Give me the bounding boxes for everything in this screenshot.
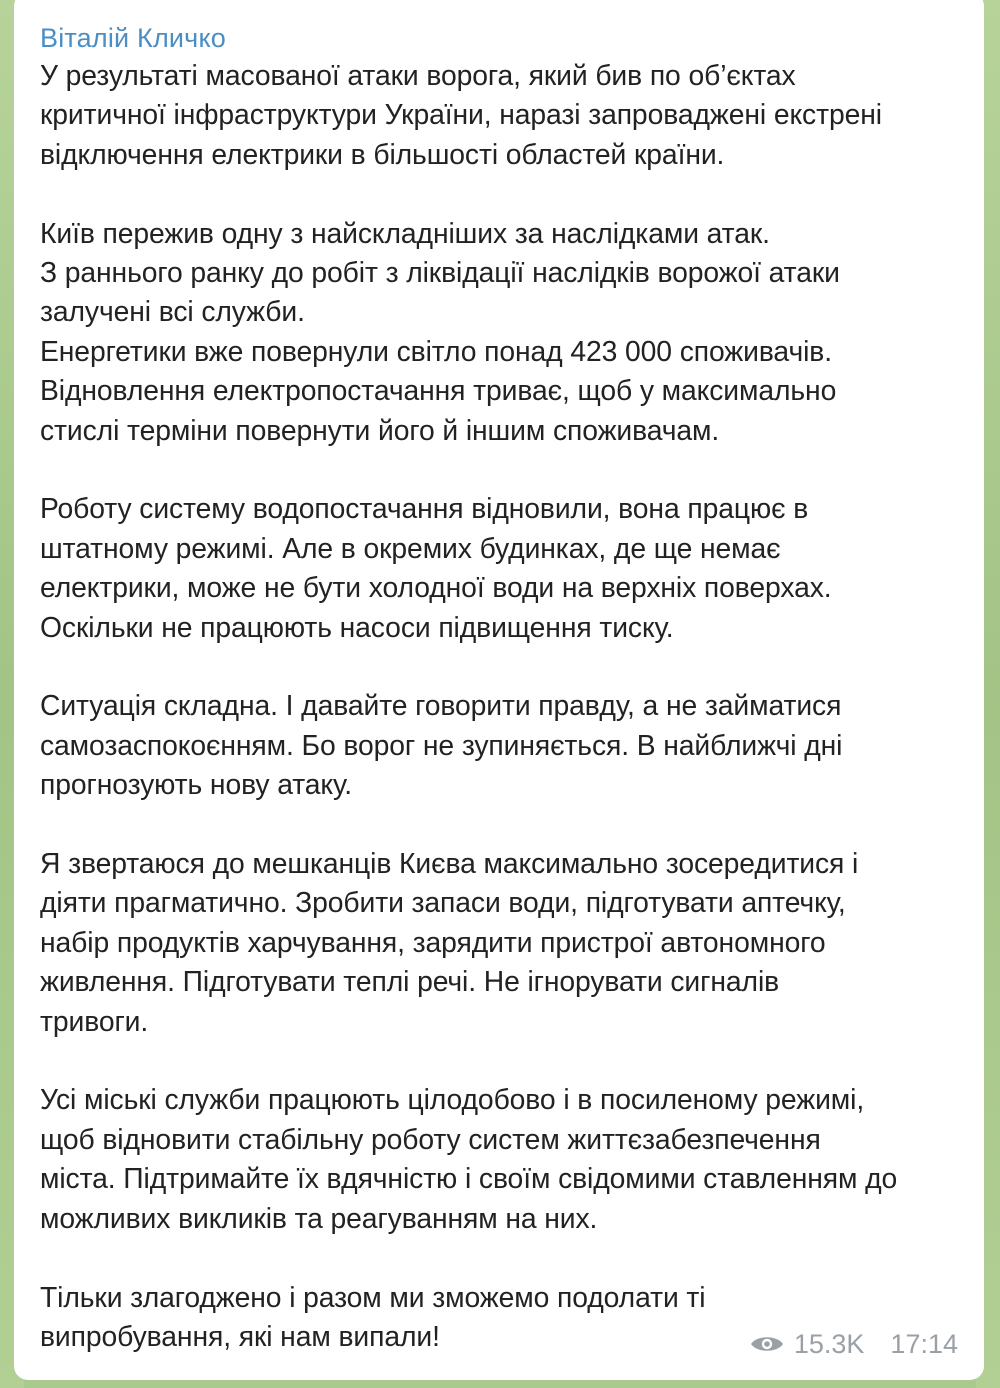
message-text bbox=[40, 56, 958, 1356]
message-line: критичної інфраструктури України, наразі запроваджені екстрені bbox=[40, 98, 882, 131]
message-line: Київ пережив одну з найскладніших за наслідками атак. bbox=[40, 216, 770, 249]
message-paragraph bbox=[40, 686, 958, 804]
message-time: 17:14 bbox=[890, 1329, 958, 1359]
message-paragraph bbox=[40, 844, 958, 1041]
message-line: Тільки злагоджено і разом ми зможемо подолати ті bbox=[40, 1280, 706, 1313]
message-line: штатному режимі. Але в окремих будинках, де ще немає bbox=[40, 531, 781, 564]
message-line: залучені всі служби. bbox=[40, 295, 305, 328]
message-line: набір продуктів харчування, зарядити пристрої автономного bbox=[40, 925, 826, 958]
message-line: діяти прагматично. Зробити запаси води, підготувати аптечку, bbox=[40, 886, 846, 919]
author-name[interactable]: Віталій Кличко bbox=[40, 23, 226, 53]
message-line: Ситуація складна. І давайте говорити правду, а не займатися bbox=[40, 689, 842, 722]
message-line: стислі терміни повернути його й іншим споживачам. bbox=[40, 413, 720, 446]
message-paragraph bbox=[40, 489, 958, 647]
message-line: випробування, які нам випали! bbox=[40, 1319, 440, 1352]
message-paragraph bbox=[40, 214, 958, 450]
message-line: У результаті масованої атаки ворога, який бив по об’єктах bbox=[40, 59, 796, 91]
message-line: щоб відновити стабільну роботу систем життєзабезпечення bbox=[40, 1122, 821, 1155]
message-line: живлення. Підготувати теплі речі. Не ігнорувати сигналів bbox=[40, 965, 780, 998]
message-line: Енергетики вже повернули світло понад 423 000 споживачів. bbox=[40, 334, 832, 367]
message-line: Оскільки не працюють насоси підвищення тиску. bbox=[40, 610, 674, 643]
message-line: тривоги. bbox=[40, 1004, 149, 1037]
message-line: міста. Підтримайте їх вдячністю і своїм свідомими ставленням до bbox=[40, 1162, 898, 1195]
message-line: Відновлення електропостачання триває, щоб у максимально bbox=[40, 374, 837, 407]
eye-icon bbox=[750, 1333, 784, 1355]
message-line: відключення електрики в більшості областей країни. bbox=[40, 137, 725, 170]
message-line: електрики, може не бути холодної води на верхніх поверхах. bbox=[40, 571, 832, 604]
message-line: можливих викликів та реагуванням на них. bbox=[40, 1201, 598, 1234]
message-line: самозаспокоєнням. Бо ворог не зупиняється. В найближчі дні bbox=[40, 728, 843, 761]
view-count: 15.3K bbox=[793, 1329, 865, 1359]
message-meta bbox=[750, 1328, 958, 1360]
message-bubble[interactable] bbox=[14, 0, 984, 1380]
message-line: Усі міські служби працюють цілодобово і в посиленому режимі, bbox=[40, 1083, 865, 1116]
message-paragraph bbox=[40, 56, 958, 174]
message-line: Я звертаюся до мешканців Києва максимально зосередитися і bbox=[40, 847, 859, 880]
message-paragraph bbox=[40, 1080, 958, 1238]
message-line: прогнозують нову атаку. bbox=[40, 768, 352, 801]
message-line: Роботу систему водопостачання відновили, вона працює в bbox=[40, 492, 809, 525]
message-line: З раннього ранку до робіт з ліквідації наслідків ворожої атаки bbox=[40, 256, 840, 289]
